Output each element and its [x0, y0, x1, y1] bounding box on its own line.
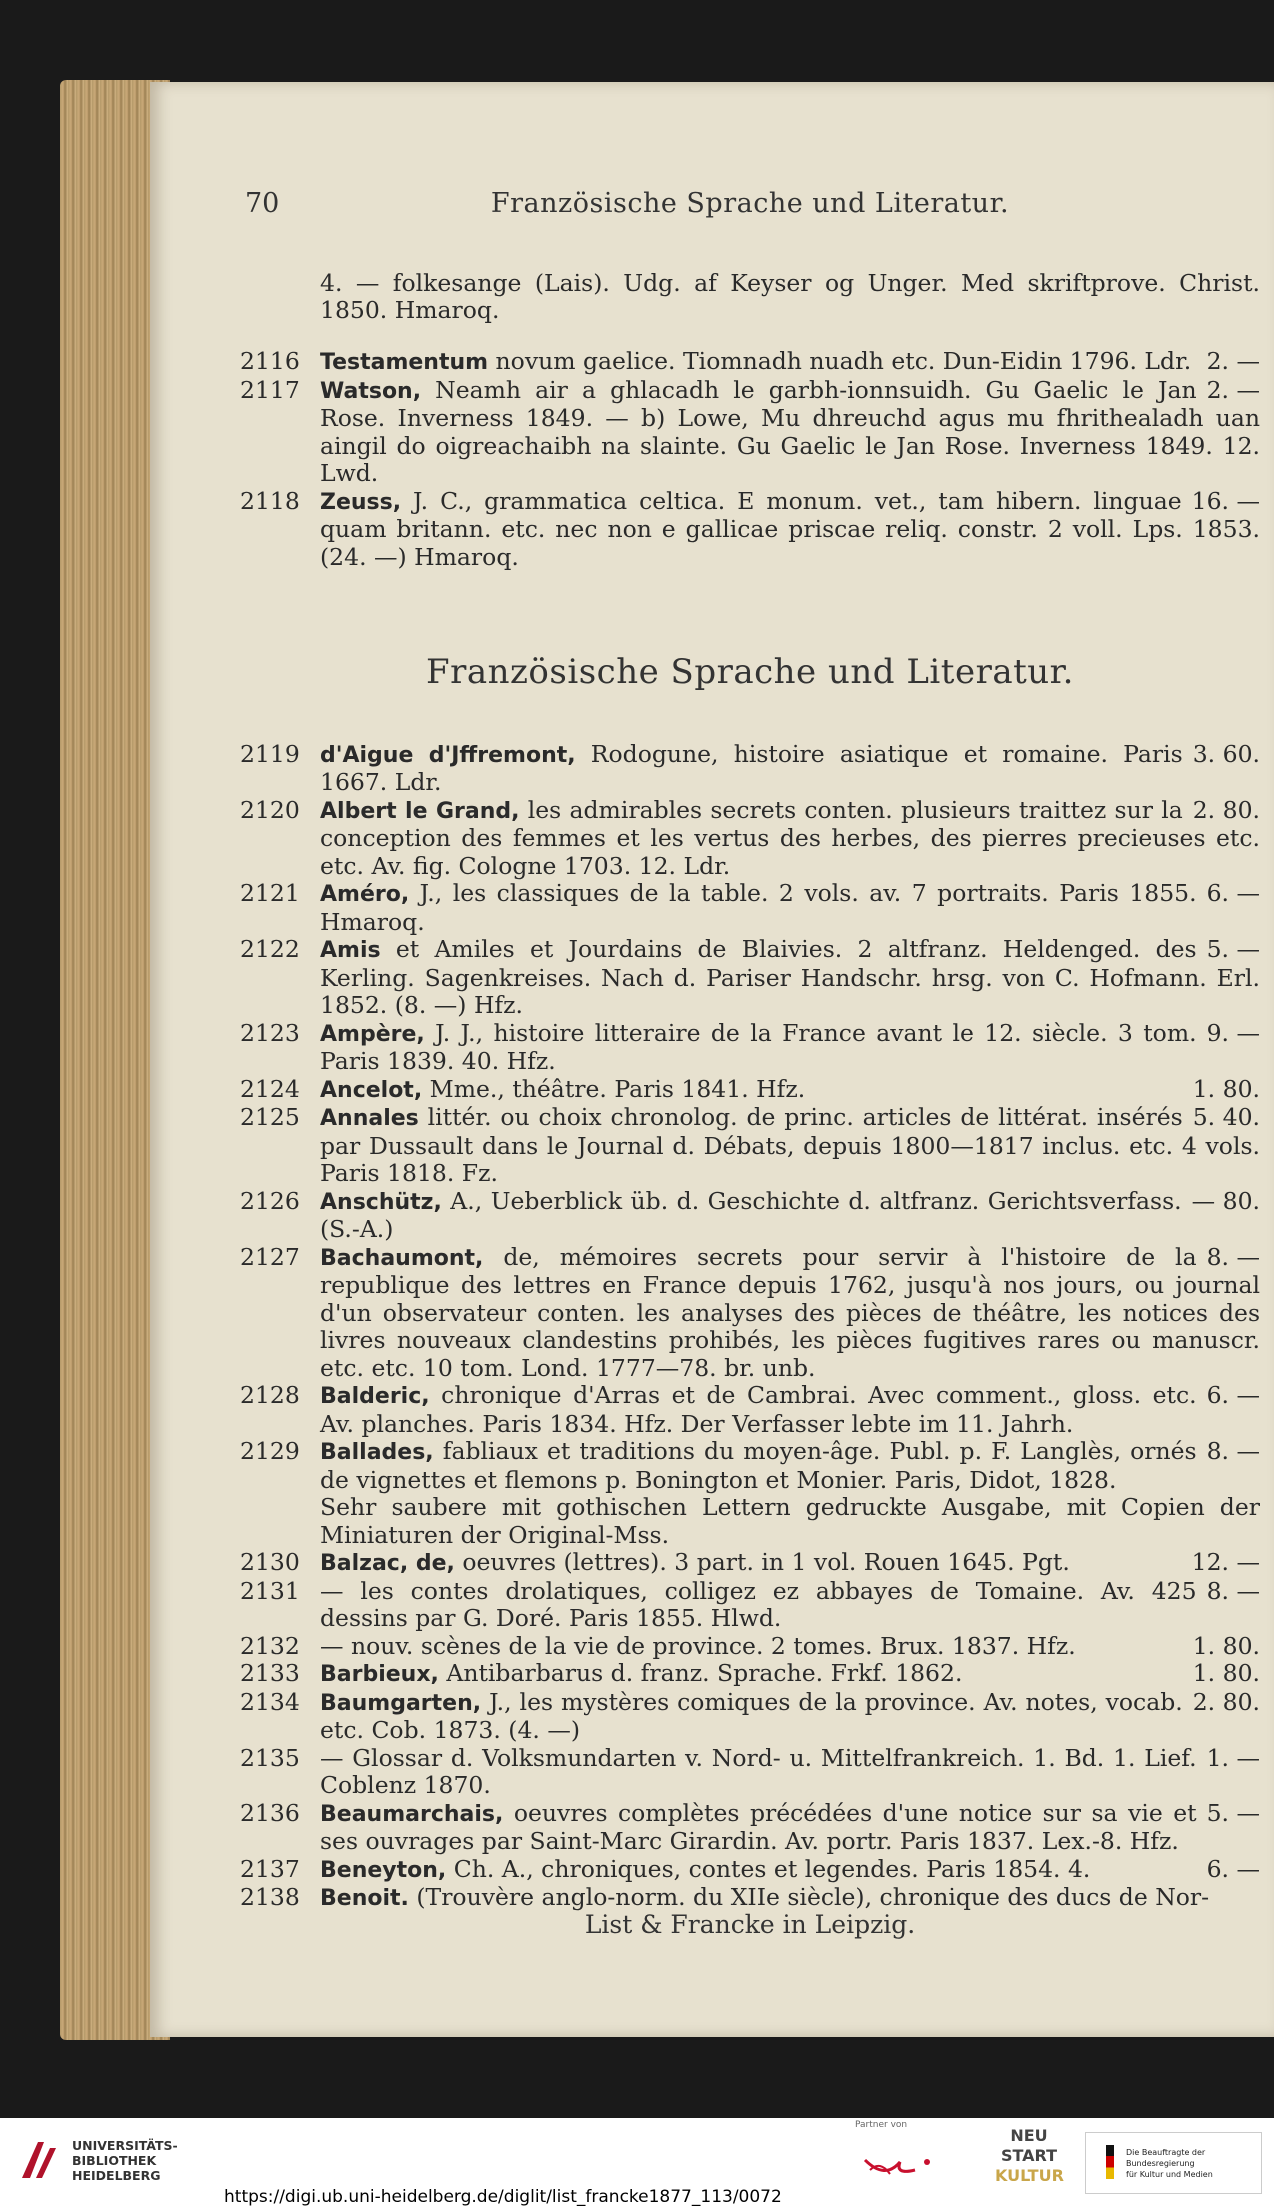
entry-text: oeuvres complètes précédées d'une notice sur sa vie et ses ouvrages par Saint-Marc Girardin. Av. portr. Paris 1837. Lex.-8. Hfz. — [320, 1798, 1197, 1855]
entry-author: Baumgarten, — [320, 1690, 482, 1716]
entry-price: 2. — — [1206, 347, 1260, 375]
entry-number: 2134 — [240, 1687, 300, 1716]
catalog-entry — [240, 377, 1260, 488]
publisher-footer: List & Francke in Leipzig. — [584, 1910, 916, 1939]
entry-text: J., les mystères comiques de la province. Av. notes, vocab. etc. Cob. 1873. (4. —) — [320, 1687, 1183, 1744]
entry-text: Neamh air a ghlacadh le garbh-ionnsuidh. Gu Gaelic le Jan Rose. Inverness 1849. — b) Lowe, Mu dhreuchd agus mu fhrithealadh uan aingil do oigreachaibh na slainte. Gu Gaelic le Jan Rose. Inverness 1849. 12. Lwd. — [320, 375, 1260, 487]
entry-price: 8. — — [1206, 1437, 1260, 1465]
entry-number: 2136 — [240, 1798, 300, 1827]
catalog-entry — [240, 1382, 1260, 1438]
entry-text: Ch. A., chroniques, contes et legendes. Paris 1854. 4. — [446, 1854, 1091, 1883]
entry-number: 2127 — [240, 1242, 300, 1271]
entry-note: Sehr saubere mit gothischen Lettern gedruckte Ausgabe, mit Copien der Miniaturen der Original-Mss. — [320, 1493, 1260, 1549]
entry-number: 2124 — [240, 1074, 300, 1103]
catalog-entry — [240, 348, 1260, 377]
catalog-entry — [240, 1549, 1260, 1578]
entry-number: 2116 — [240, 347, 300, 375]
entry-price: 12. — — [1191, 1548, 1260, 1576]
entry-author: Beaumarchais, — [320, 1801, 504, 1827]
entry-author: Beneyton, — [320, 1857, 447, 1883]
page-number: 70 — [245, 188, 280, 219]
entry-number: 2117 — [240, 375, 300, 404]
entry-number: 2125 — [240, 1103, 300, 1131]
entry-price: 1. 80. — [1192, 1631, 1260, 1660]
entry-number: 2129 — [240, 1437, 300, 1465]
entry-number: 2122 — [240, 935, 300, 963]
entry-author: Bachaumont, — [320, 1245, 484, 1271]
entry-price: 5. — — [1206, 1798, 1260, 1827]
entry-text: J. J., histoire litteraire de la France avant le 12. siècle. 3 tom. Paris 1839. 40. Hfz. — [320, 1018, 1197, 1075]
entry-number: 2119 — [240, 739, 300, 768]
entry-number: 2130 — [240, 1548, 300, 1576]
entry-number: 2118 — [240, 486, 300, 515]
entry-number: 2126 — [240, 1186, 300, 1215]
entry-author: Balderic, — [320, 1384, 430, 1409]
page-url[interactable]: https://digi.ub.uni-heidelberg.de/diglit/list_francke1877_113/0072 — [224, 2187, 782, 2207]
entry-text: littér. ou choix chronolog. de princ. articles de littérat. insérés par Dussault dans le Journal d. Débats, depuis 1800—1817 inclus. etc. 4 vols. Paris 1818. Fz. — [320, 1103, 1260, 1187]
entry-text: — Glossar d. Volksmundarten v. Nord- u. Mittelfrankreich. 1. Bd. 1. Lief. Coblenz 1870. — [320, 1743, 1197, 1799]
catalog-entry — [240, 1689, 1260, 1745]
catalog-entry — [240, 936, 1260, 1020]
entry-author: Balzac, de, — [320, 1551, 455, 1576]
entry-price: 4. — — [320, 268, 380, 297]
entry-price: 9. — — [1206, 1018, 1260, 1047]
bkm-logo[interactable]: Die Beauftragte der Bundesregierung für Kultur und Medien — [1085, 2132, 1262, 2194]
entry-price: 1. 80. — [1192, 1659, 1260, 1687]
entry-text: chronique d'Arras et de Cambrai. Avec comment., gloss. etc. Av. planches. Paris 1834. Hfz. Der Verfasser lebte im 11. Jahrh. — [320, 1381, 1197, 1438]
entry-number: 2135 — [240, 1743, 300, 1772]
entry-author: Ballades, — [320, 1440, 434, 1465]
catalog-entry — [240, 1438, 1260, 1549]
entry-author: Albert le Grand, — [320, 798, 520, 824]
catalog-entry — [240, 1244, 1260, 1383]
continuation-text: folkesange (Lais). Udg. af Keyser og Unger. Med skriftprove. Christ. 1850. Hmaroq. — [320, 268, 1260, 324]
entry-price: 16. — — [1191, 486, 1260, 515]
entry-price: 6. — — [1206, 1854, 1260, 1883]
entry-price: 6. — — [1206, 879, 1260, 907]
german-flag-icon — [1106, 2145, 1114, 2179]
partner-label: Partner von — [855, 2120, 908, 2130]
entry-text: J., les classiques de la table. 2 vols. av. 7 portraits. Paris 1855. Hmaroq. — [320, 879, 1197, 936]
entry-number: 2128 — [240, 1381, 300, 1409]
entry-number: 2133 — [240, 1659, 300, 1687]
entry-author: Barbieux, — [320, 1662, 439, 1687]
catalog-entry — [240, 880, 1260, 936]
entry-author: Ancelot, — [320, 1077, 423, 1103]
entry-price: 1. 80. — [1192, 1074, 1260, 1103]
entry-text: J. C., grammatica celtica. E monum. vet., tam hibern. linguae quam britann. etc. nec non e gallicae priscae reliq. constr. 2 voll. Lps. 1853. (24. —) Hmaroq. — [320, 486, 1260, 571]
catalog-entry — [240, 741, 1260, 797]
continuation-entry — [240, 270, 1260, 325]
entry-price: 2. 80. — [1192, 1687, 1260, 1716]
catalog-content — [240, 246, 1260, 1913]
catalog-entry — [240, 1076, 1260, 1105]
entry-text: (Trouvère anglo-norm. du XIIe siècle), chronique des ducs de Nor- — [408, 1883, 1210, 1911]
entry-author: Anschütz, — [320, 1189, 442, 1215]
entry-price: — 80. — [1191, 1186, 1260, 1215]
catalog-entry — [240, 1800, 1260, 1856]
entry-author: Ampère, — [320, 1021, 425, 1047]
entry-author: Testamentum — [320, 350, 489, 375]
entry-price: 5. 40. — [1192, 1103, 1260, 1131]
entry-number: 2138 — [240, 1883, 300, 1911]
university-library-logo-icon — [16, 2136, 64, 2184]
neustart-kultur-logo[interactable]: NEU START KULTUR — [995, 2126, 1064, 2185]
entry-text: oeuvres (lettres). 3 part. in 1 vol. Rouen 1645. Pgt. — [454, 1548, 1070, 1576]
entry-author: Amis — [320, 938, 381, 963]
entry-price: 2. — — [1206, 375, 1260, 404]
catalog-entry — [240, 1856, 1260, 1885]
catalog-entry — [240, 1188, 1260, 1244]
entry-number: 2131 — [240, 1576, 300, 1605]
entry-author: Zeuss, — [320, 489, 402, 515]
catalog-entry — [240, 1020, 1260, 1076]
catalog-entry — [240, 488, 1260, 572]
entry-author: Améro, — [320, 882, 410, 907]
entry-number: 2132 — [240, 1631, 300, 1660]
entry-number: 2137 — [240, 1854, 300, 1883]
entry-text: Mme., théâtre. Paris 1841. Hfz. — [422, 1074, 806, 1103]
catalog-entry — [240, 1633, 1260, 1661]
entry-text: novum gaelice. Tiomnadh nuadh etc. Dun-Eidin 1796. Ldr. — [488, 347, 1192, 375]
entries-list — [240, 741, 1260, 1913]
entry-price: 3. 60. — [1192, 739, 1260, 768]
entry-text: A., Ueberblick üb. d. Geschichte d. altfranz. Gerichtsverfass. (S.-A.) — [320, 1186, 1182, 1243]
entry-text: et Amiles et Jourdains de Blaivies. 2 altfranz. Heldenged. des Kerling. Sagenkreises. Nach d. Pariser Handschr. hrsg. von C. Hofmann. Erl. 1852. (8. —) Hfz. — [320, 935, 1260, 1019]
entry-price: 6. — — [1206, 1381, 1260, 1409]
entry-price: 1. — — [1206, 1743, 1260, 1772]
entry-text: — les contes drolatiques, colligez ez abbayes de Tomaine. Av. 425 dessins par G. Doré. Paris 1855. Hlwd. — [320, 1576, 1197, 1632]
entry-number: 2123 — [240, 1018, 300, 1047]
entry-price: 8. — — [1206, 1576, 1260, 1605]
entry-author: Watson, — [320, 378, 422, 404]
running-head-title: Französische Sprache und Literatur. — [490, 188, 1010, 219]
entry-price: 5. — — [1206, 935, 1260, 963]
catalog-entry — [240, 1745, 1260, 1800]
section-heading: Französische Sprache und Literatur. — [426, 652, 1074, 692]
university-library-name[interactable]: UNIVERSITÄTS- BIBLIOTHEK HEIDELBERG — [72, 2138, 178, 2183]
entry-text: — nouv. scènes de la vie de province. 2 tomes. Brux. 1837. Hfz. — [320, 1631, 1076, 1660]
entry-price: 2. 80. — [1192, 795, 1260, 824]
entries-before-list — [240, 348, 1260, 571]
catalog-entry — [240, 1884, 1260, 1913]
entry-text: les admirables secrets conten. plusieurs traittez sur la conception des femmes et les vertus des herbes, des pierres precieuses etc. etc. Av. fig. Cologne 1703. 12. Ldr. — [320, 795, 1260, 880]
catalog-entry — [240, 1660, 1260, 1689]
entry-number: 2120 — [240, 795, 300, 824]
entry-text: Rodogune, histoire asiatique et romaine. Paris 1667. Ldr. — [320, 739, 1183, 796]
entry-author: Annales — [320, 1106, 419, 1131]
entry-text: fabliaux et traditions du moyen-âge. Publ. p. F. Langlès, ornés de vignettes et flemons p. Bonington et Monier. Paris, Didot, 1828. — [320, 1437, 1197, 1494]
entry-author: Benoit. — [320, 1886, 409, 1911]
catalog-entry — [240, 1578, 1260, 1633]
catalog-entry — [240, 1104, 1260, 1188]
entry-author: d'Aigue d'Jffremont, — [320, 742, 576, 768]
partner-logo-icon[interactable] — [855, 2140, 985, 2190]
catalog-entry — [240, 797, 1260, 881]
entry-number: 2121 — [240, 879, 300, 907]
entry-price: 8. — — [1206, 1242, 1260, 1271]
entry-text: Antibarbarus d. franz. Sprache. Frkf. 1862. — [438, 1659, 963, 1687]
entry-text: de, mémoires secrets pour servir à l'histoire de la republique des lettres en France depuis 1762, jusqu'à nos jours, ou journal d'un observateur conten. les analyses des pièces de théâtre, les notices des livres nouveaux clandestins prohibés, les pièces fugitives rares ou manuscr. etc. etc. 10 tom. Lond. 1777—78. br. unb. — [320, 1242, 1260, 1382]
running-head — [245, 188, 1255, 228]
